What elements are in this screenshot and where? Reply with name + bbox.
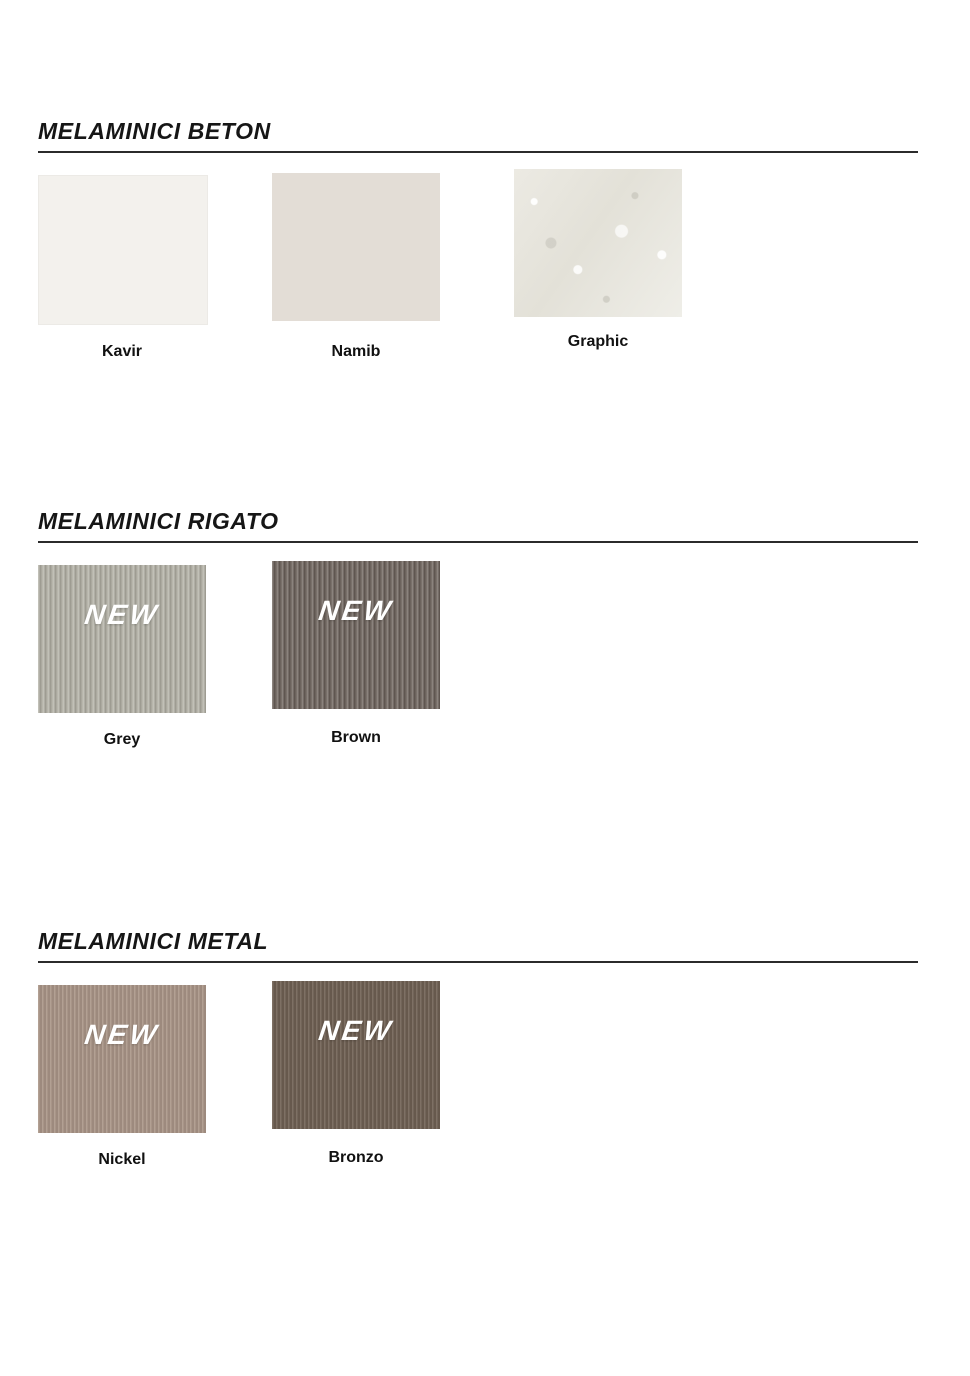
section-divider <box>38 151 918 153</box>
swatch-row <box>38 985 918 1205</box>
swatch-label: Graphic <box>567 333 629 350</box>
section-divider <box>38 961 918 963</box>
section-title: MELAMINICI RIGATO <box>38 508 279 534</box>
swatch-item[interactable] <box>272 981 440 1167</box>
section-title: MELAMINICI METAL <box>38 928 269 954</box>
new-badge: NEW <box>82 599 162 630</box>
swatch-color-chip[interactable] <box>272 173 440 321</box>
new-badge: NEW <box>82 1019 162 1050</box>
swatch-label: Namib <box>331 343 381 360</box>
swatch-label: Kavir <box>101 343 143 360</box>
swatch-row <box>38 175 918 395</box>
swatch-color-chip[interactable] <box>38 565 206 713</box>
swatch-label: Brown <box>331 729 381 746</box>
swatch-label: Bronzo <box>328 1149 384 1166</box>
swatch-label: Grey <box>103 731 141 748</box>
swatch-item[interactable] <box>38 985 206 1169</box>
section-melaminici-metal <box>38 928 918 1205</box>
section-melaminici-beton <box>38 118 918 395</box>
swatch-color-chip[interactable] <box>38 175 208 325</box>
swatch-row <box>38 565 918 785</box>
swatch-item[interactable] <box>514 169 682 351</box>
new-badge: NEW <box>316 1015 396 1046</box>
swatch-item[interactable] <box>272 173 440 361</box>
swatch-item[interactable] <box>38 565 206 749</box>
swatch-item[interactable] <box>272 561 440 747</box>
swatch-color-chip[interactable] <box>514 169 682 317</box>
swatch-color-chip[interactable] <box>272 981 440 1129</box>
section-divider <box>38 541 918 543</box>
new-badge: NEW <box>316 595 396 626</box>
swatch-color-chip[interactable] <box>272 561 440 709</box>
section-melaminici-rigato <box>38 508 918 785</box>
swatch-color-chip[interactable] <box>38 985 206 1133</box>
swatch-label: Nickel <box>98 1151 146 1168</box>
section-title: MELAMINICI BETON <box>38 118 271 144</box>
swatch-item[interactable] <box>38 175 208 361</box>
